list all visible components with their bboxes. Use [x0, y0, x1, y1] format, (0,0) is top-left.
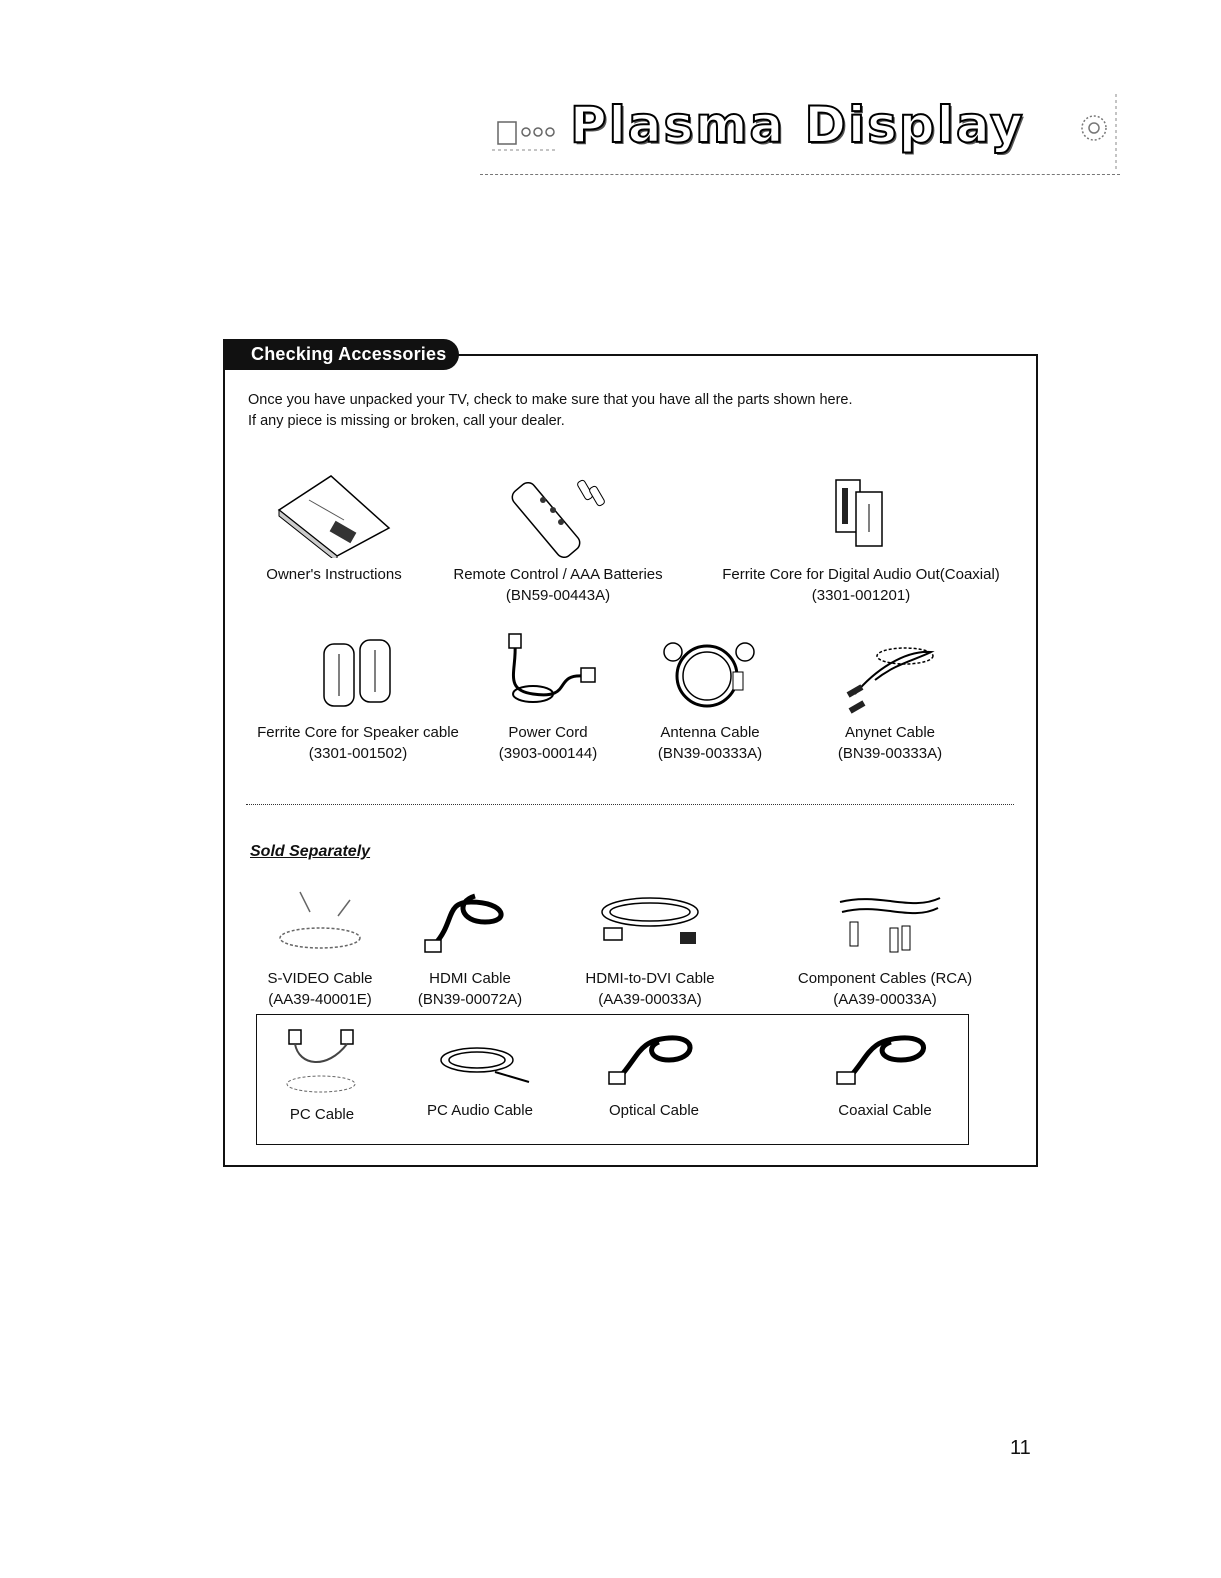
- item-label: S-VIDEO Cable: [267, 970, 373, 987]
- pc-audio-cable-icon: [425, 1026, 535, 1094]
- sold-separately-heading: Sold Separately: [250, 843, 371, 860]
- item-pc-cable: [262, 1026, 382, 1125]
- antenna-cable-icon: [655, 630, 765, 716]
- item-label: Antenna Cable: [660, 724, 760, 741]
- item-code: (BN39-00072A): [417, 991, 523, 1008]
- speaker-decoration-icon: [1060, 90, 1120, 170]
- pc-cable-icon: [277, 1026, 367, 1098]
- item-label: HDMI-to-DVI Cable: [585, 970, 715, 987]
- item-component-cables: [780, 882, 990, 1010]
- item-code: (3301-001502): [308, 745, 408, 762]
- item-coaxial-cable: [810, 1026, 960, 1121]
- item-label: PC Audio Cable: [427, 1102, 533, 1119]
- power-cord-icon: [493, 630, 603, 716]
- item-code: (BN59-00443A): [505, 587, 611, 604]
- item-code: (AA39-00033A): [833, 991, 937, 1008]
- item-pc-audio-cable: [410, 1026, 550, 1121]
- item-label: Optical Cable: [608, 1102, 700, 1119]
- item-label: Ferrite Core for Digital Audio Out(Coaxial): [722, 566, 1000, 583]
- item-anynet-cable: [810, 630, 970, 764]
- item-label: PC Cable: [289, 1106, 355, 1123]
- connector-decoration-icon: [490, 102, 560, 162]
- hdmi-cable-icon: [415, 882, 525, 962]
- header-underline: [480, 174, 1120, 175]
- coaxial-cable-icon: [825, 1026, 945, 1094]
- item-label: Ferrite Core for Speaker cable: [257, 724, 459, 741]
- item-hdmi-to-dvi-cable: [570, 882, 730, 1010]
- intro-text: [248, 390, 853, 432]
- item-code: (AA39-00033A): [598, 991, 702, 1008]
- item-label: HDMI Cable: [429, 970, 511, 987]
- item-label: Component Cables (RCA): [797, 970, 973, 987]
- intro-line-2: If any piece is missing or broken, call your dealer.: [248, 413, 565, 429]
- optical-cable-icon: [599, 1026, 709, 1094]
- svideo-cable-icon: [270, 882, 370, 962]
- item-ferrite-core-speaker: [246, 630, 470, 764]
- item-owners-instructions: [258, 470, 410, 585]
- hdmi-to-dvi-cable-icon: [590, 882, 710, 962]
- item-ferrite-core-digital: [705, 470, 1017, 606]
- item-label: Power Cord: [508, 724, 588, 741]
- anynet-cable-icon: [835, 630, 945, 716]
- header-banner: [470, 80, 1120, 180]
- item-code: (3903-000144): [498, 745, 598, 762]
- ferrite-core-icon: [826, 470, 896, 558]
- item-code: (BN39-00333A): [837, 745, 943, 762]
- page-number: 11: [1010, 1437, 1031, 1459]
- section-title: Checking Accessories: [223, 339, 459, 370]
- component-cables-icon: [820, 882, 950, 962]
- item-optical-cable: [586, 1026, 722, 1121]
- item-svideo-cable: [250, 882, 390, 1010]
- item-label: Anynet Cable: [844, 724, 936, 741]
- item-antenna-cable: [640, 630, 780, 764]
- item-code: (3301-001201): [811, 587, 911, 604]
- intro-line-1: Once you have unpacked your TV, check to make sure that you have all the parts shown here.: [248, 392, 853, 408]
- item-code: (AA39-40001E): [268, 991, 372, 1008]
- item-code: (BN39-00333A): [657, 745, 763, 762]
- manual-icon: [269, 470, 399, 558]
- item-hdmi-cable: [400, 882, 540, 1010]
- item-label: Owner's Instructions: [266, 566, 402, 583]
- remote-control-icon: [503, 470, 613, 558]
- item-remote-control: [440, 470, 676, 606]
- item-label: Coaxial Cable: [838, 1102, 932, 1119]
- dotted-separator: [246, 804, 1014, 805]
- item-power-cord: [478, 630, 618, 764]
- header-title: Plasma Display: [570, 96, 1025, 154]
- item-label: Remote Control / AAA Batteries: [453, 566, 663, 583]
- ferrite-core-icon: [318, 630, 398, 716]
